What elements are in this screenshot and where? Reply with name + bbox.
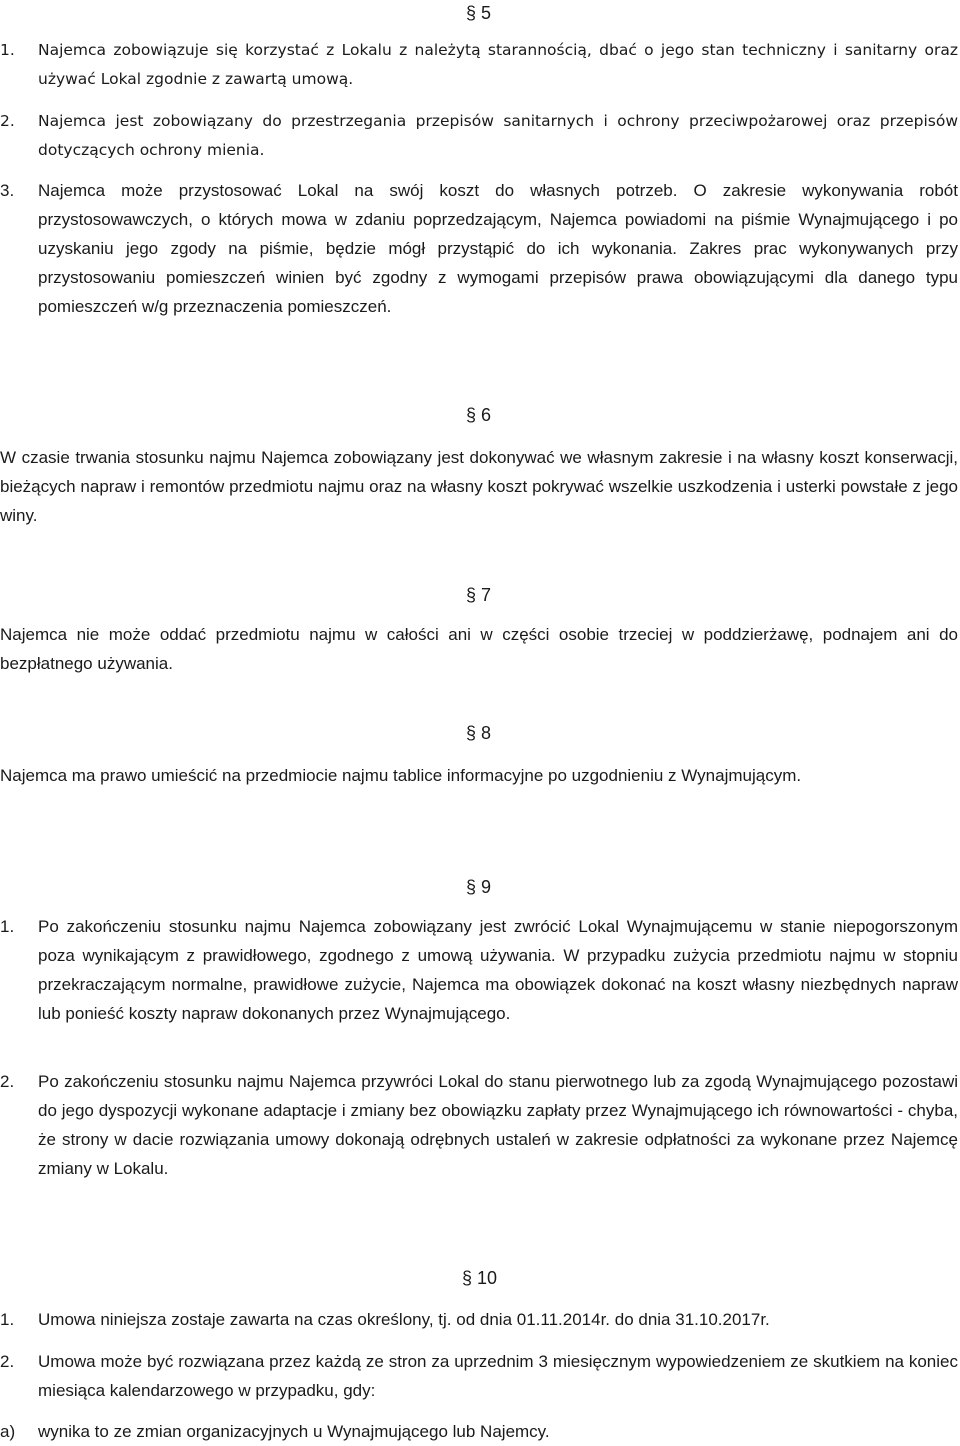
section-6-heading: § 6: [466, 405, 492, 425]
item-number: 3.: [0, 181, 15, 200]
item-text: Umowa niniejsza zostaje zawarta na czas określony, tj. od dnia 01.11.2014r. do dnia 31.10.2017r.: [38, 1310, 770, 1329]
item-text: Najemca może przystosować Lokal na swój koszt do własnych potrzeb. O zakresie wykonywania robót przystosowawczych, o których mowa w zdaniu poprzedzającym, Najemca powiadomi na piśmie Wynajmującego i po uzyskaniu jego zgody na piśmie, będzie mógł przystąpić do ich wykonania. Zakres prac wykonywanych przy przystosowaniu pomieszczeń winien być zgodny z wymogami przepisów prawa obowiązującymi dla danego typu pomieszczeń w/g przeznaczenia pomieszczeń.: [38, 181, 958, 316]
item-text: Po zakończeniu stosunku najmu Najemca zobowiązany jest zwrócić Lokal Wynajmującemu w stanie niepogorszonym poza wynikającym z prawidłowego, zgodnego z umową używania. W przypadku zużycia przedmiotu najmu w stopniu przekraczającym normalne, prawidłowe zużycie, Najemca ma obowiązek dokonać na koszt własny niezbędnych napraw lub ponieść koszty napraw dokonanych przez Wynajmującego.: [38, 917, 958, 1023]
s8-paragraph: Najemca ma prawo umieścić na przedmiocie najmu tablice informacyjne po uzgodnieniu z Wynajmującym.: [0, 766, 802, 785]
item-text: Po zakończeniu stosunku najmu Najemca przywróci Lokal do stanu pierwotnego lub za zgodą Wynajmującego pozostawi do jego dyspozycji wykonane adaptacje i zmiany bez obowiązku zapłaty przez Wynajmującego ich równowartości - chyba, że strony w dacie rozwiązania umowy dokonają odrębnych ustaleń w zakresie odpłatności za wykonane przez Najemcę zmiany w Lokalu.: [38, 1072, 958, 1178]
section-5-heading: § 5: [466, 3, 492, 23]
s7-paragraph: Najemca nie może oddać przedmiotu najmu w całości ani w części osobie trzeciej w poddzierżawę, podnajem ani do bezpłatnego używania.: [0, 625, 958, 673]
item-text: Najemca zobowiązuje się korzystać z Lokalu z należytą starannością, dbać o jego stan techniczny i sanitarny oraz używać Lokal zgodnie z zawartą umową.: [38, 41, 958, 88]
item-text: wynika to ze zmian organizacyjnych u Wynajmującego lub Najemcy.: [38, 1422, 550, 1441]
item-text: Umowa może być rozwiązana przez każdą ze stron za uprzednim 3 miesięcznym wypowiedzeniem ze skutkiem na koniec miesiąca kalendarzowego w przypadku, gdy:: [38, 1352, 958, 1400]
section-9-heading: § 9: [466, 877, 492, 897]
item-number: 1.: [0, 917, 15, 936]
item-letter: a): [0, 1422, 16, 1441]
item-number: 2.: [0, 1072, 15, 1091]
section-8-heading: § 8: [466, 723, 492, 743]
item-number: 1.: [0, 1310, 15, 1329]
item-number: 1.: [0, 41, 15, 59]
item-number: 2.: [0, 1352, 15, 1371]
item-number: 2.: [0, 112, 15, 130]
item-text: Najemca jest zobowiązany do przestrzegania przepisów sanitarnych i ochrony przeciwpożarowej oraz przepisów dotyczących ochrony mienia.: [38, 112, 958, 159]
section-7-heading: § 7: [466, 585, 492, 605]
s6-paragraph: W czasie trwania stosunku najmu Najemca zobowiązany jest dokonywać we własnym zakresie i na własny koszt konserwacji, bieżących napraw i remontów przedmiotu najmu oraz na własny koszt pokrywać wszelkie uszkodzenia i usterki powstałe z jego winy.: [0, 448, 958, 525]
section-10-heading: § 10: [462, 1268, 498, 1288]
